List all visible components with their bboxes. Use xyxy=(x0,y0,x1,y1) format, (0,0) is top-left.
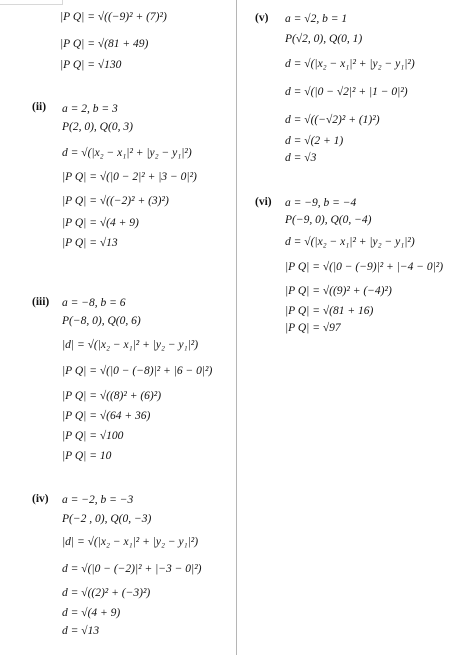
part-label: (v) xyxy=(255,12,269,24)
part-label: (iii) xyxy=(32,296,50,308)
left-column xyxy=(0,0,236,655)
math-line: a = √2, b = 1 xyxy=(285,13,348,25)
math-line: a = −9, b = −4 xyxy=(285,197,357,209)
math-line: |P Q| = √13 xyxy=(62,237,118,249)
math-line: |P Q| = 10 xyxy=(62,450,112,462)
right-column xyxy=(237,0,474,655)
math-line: |P Q| = √((−2)² + (3)²) xyxy=(62,195,169,207)
math-line: P(√2, 0), Q(0, 1) xyxy=(285,33,363,45)
math-line: d = √(|x₂ − x₁|² + |y₂ − y₁|²) xyxy=(285,58,415,70)
math-line: P(−8, 0), Q(0, 6) xyxy=(62,315,141,327)
math-line: |P Q| = √(81 + 16) xyxy=(285,305,374,317)
math-line: |P Q| = √(|0 − 2|² + |3 − 0|²) xyxy=(62,171,197,183)
math-line: d = √(|x₂ − x₁|² + |y₂ − y₁|²) xyxy=(285,236,415,248)
math-line: |P Q| = √((9)² + (−4)²) xyxy=(285,285,392,297)
math-line: P(−2 , 0), Q(0, −3) xyxy=(62,513,152,525)
math-line: |P Q| = √97 xyxy=(285,322,341,334)
part-label: (vi) xyxy=(255,196,272,208)
math-line: d = √(|x₂ − x₁|² + |y₂ − y₁|²) xyxy=(62,147,192,159)
part-vi xyxy=(255,196,470,346)
part-label: (iv) xyxy=(32,493,49,505)
math-line: |P Q| = √(|0 − (−8)|² + |6 − 0|²) xyxy=(62,365,213,377)
math-line: |d| = √(|x₂ − x₁|² + |y₂ − y₁|²) xyxy=(62,536,199,548)
math-line: a = 2, b = 3 xyxy=(62,103,118,115)
math-line: |P Q| = √((8)² + (6)²) xyxy=(62,390,162,402)
part-label: (ii) xyxy=(32,101,47,113)
math-line: |P Q| = √(4 + 9) xyxy=(62,217,139,229)
math-line: a = −8, b = 6 xyxy=(62,297,126,309)
part-ii xyxy=(32,101,236,251)
part-v xyxy=(255,12,470,172)
math-line: d = √((−√2)² + (1)²) xyxy=(285,114,380,126)
math-line: |P Q| = √(81 + 49) xyxy=(60,38,149,50)
math-line: d = √(2 + 1) xyxy=(285,135,344,147)
math-line: d = √(|0 − (−2)|² + |−3 − 0|²) xyxy=(62,563,202,575)
math-line: d = √(4 + 9) xyxy=(62,607,121,619)
math-line: |P Q| = √(|0 − (−9)|² + |−4 − 0|²) xyxy=(285,261,444,273)
math-line: d = √((2)² + (−3)²) xyxy=(62,587,151,599)
math-line: |P Q| = √((−9)² + (7)²) xyxy=(60,11,167,23)
math-line: |d| = √(|x₂ − x₁|² + |y₂ − y₁|²) xyxy=(62,339,199,351)
math-line: d = √3 xyxy=(285,152,317,164)
math-line: |P Q| = √100 xyxy=(62,430,124,442)
math-line: |P Q| = √130 xyxy=(60,59,122,71)
math-line: a = −2, b = −3 xyxy=(62,494,134,506)
math-line: P(−9, 0), Q(0, −4) xyxy=(285,214,372,226)
part-iii xyxy=(32,296,236,466)
part-i-continuation xyxy=(0,10,236,70)
math-line: d = √(|0 − √2|² + |1 − 0|²) xyxy=(285,86,408,98)
math-line: d = √13 xyxy=(62,625,100,637)
math-line: P(2, 0), Q(0, 3) xyxy=(62,121,133,133)
math-line: |P Q| = √(64 + 36) xyxy=(62,410,151,422)
part-iv xyxy=(32,493,236,643)
